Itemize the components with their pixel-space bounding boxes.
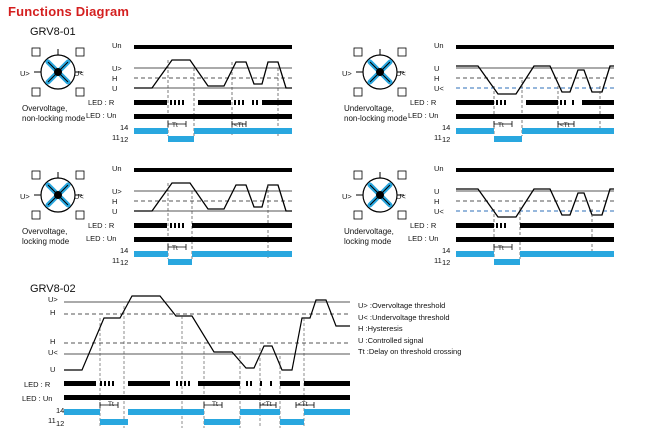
led-label-un: LED : Un [408,234,439,243]
signal-label-ulow: U< [434,84,444,93]
motor-symbol [18,44,98,102]
legend-item-hysteresis: H :Hysteresis [358,324,403,333]
mode-label-line1: Overvoltage, [22,104,68,113]
page-title: Functions Diagram [8,4,130,19]
motor-right-label: U< [74,192,84,201]
motor-symbol [18,167,98,225]
legend-item-delay: Tt :Delay on threshold crossing [358,347,462,356]
mode-label-line1: Overvoltage, [22,227,68,236]
signal-label-ulow: U< [434,207,444,216]
contact-label-11: 11 [48,416,56,425]
signal-label-un: Un [434,41,444,50]
contact-label-11: 11 [434,133,442,142]
legend-item-overvoltage: U> :Overvoltage threshold [358,301,446,310]
contact-label-12: 12 [442,258,451,267]
panel-undervoltage-locking [330,163,630,278]
contact-label-11: 11 [434,256,442,265]
mode-label-line2: non-locking mode [344,114,408,123]
led-label-un: LED : Un [22,394,53,403]
time-label-lt-tt-2: <Tt [298,401,308,408]
time-label-tt-2: Tt [212,401,218,408]
signal-label-h: H [112,197,118,206]
contact-label-11: 11 [112,133,120,142]
time-label-lt-tt: <Tt [234,122,244,129]
signal-label-u: U [112,84,118,93]
time-label-tt: Tt [498,245,504,252]
signal-label-un: Un [112,164,122,173]
signal-label-h-lower: H [50,337,56,346]
section-label-grv8-01: GRV8-01 [30,26,76,38]
signal-label-h: H [112,74,118,83]
time-label-lt-tt-1: <Tt [262,401,272,408]
panel-undervoltage-non-locking [330,40,630,155]
signal-label-h: H [434,197,440,206]
signal-label-uhigh: U> [112,187,122,196]
time-label-tt: Tt [498,122,504,129]
contact-label-14: 14 [442,123,451,132]
signal-label-u: U [112,207,118,216]
legend-item-controlled-signal: U :Controlled signal [358,335,424,345]
led-label-r: LED : R [410,221,437,230]
motor-left-label: U> [20,192,30,201]
signal-label-h: H [434,74,440,83]
panel-grv8-02-diagram [20,296,350,441]
waveform-area [128,40,298,150]
waveform-area [450,163,620,273]
section-label-grv8-02: GRV8-02 [30,283,76,295]
time-label-tt: Tt [172,245,178,252]
mode-label-line2: locking mode [22,237,70,246]
signal-label-uhigh: U> [112,64,122,73]
mode-label-line1: Undervoltage, [344,104,394,113]
led-label-un: LED : Un [408,111,439,120]
signal-label-un: Un [434,164,444,173]
contact-label-14: 14 [120,246,129,255]
signal-label-ulow: U< [48,348,58,357]
waveform-area [64,296,354,438]
motor-left-label: U> [342,69,352,78]
mode-label-line1: Undervoltage, [344,227,394,236]
time-label-tt-1: Tt [108,401,114,408]
signal-label-uhigh: U> [48,295,58,304]
led-label-r: LED : R [24,380,51,389]
signal-label-un: Un [112,41,122,50]
contact-label-12: 12 [56,419,65,428]
motor-symbol [340,167,420,225]
waveform-area [450,40,620,150]
motor-right-label: U< [396,192,406,201]
time-label-lt-tt: <Tt [560,122,570,129]
contact-label-12: 12 [120,258,129,267]
legend [358,300,461,358]
led-label-r: LED : R [88,98,115,107]
led-label-r: LED : R [88,221,115,230]
led-label-r: LED : R [410,98,437,107]
panel-overvoltage-locking [8,163,308,278]
waveform-area [128,163,298,273]
mode-label-line2: locking mode [344,237,392,246]
contact-label-14: 14 [56,406,65,415]
panel-overvoltage-non-locking [8,40,308,155]
led-label-un: LED : Un [86,234,117,243]
contact-label-12: 12 [442,135,451,144]
contact-label-11: 11 [112,256,120,265]
contact-label-14: 14 [120,123,129,132]
time-label-tt: Tt [172,122,178,129]
led-label-un: LED : Un [86,111,117,120]
signal-label-u: U [434,187,440,196]
motor-right-label: U< [396,69,406,78]
signal-label-u: U [434,64,440,73]
motor-symbol [340,44,420,102]
legend-item-undervoltage: U< :Undervoltage threshold [358,312,450,322]
contact-label-12: 12 [120,135,129,144]
signal-label-h-upper: H [50,308,56,317]
contact-label-14: 14 [442,246,451,255]
motor-right-label: U< [74,69,84,78]
motor-left-label: U> [20,69,30,78]
signal-label-u: U [50,365,56,374]
mode-label-line2: non-locking mode [22,114,86,123]
motor-left-label: U> [342,192,352,201]
